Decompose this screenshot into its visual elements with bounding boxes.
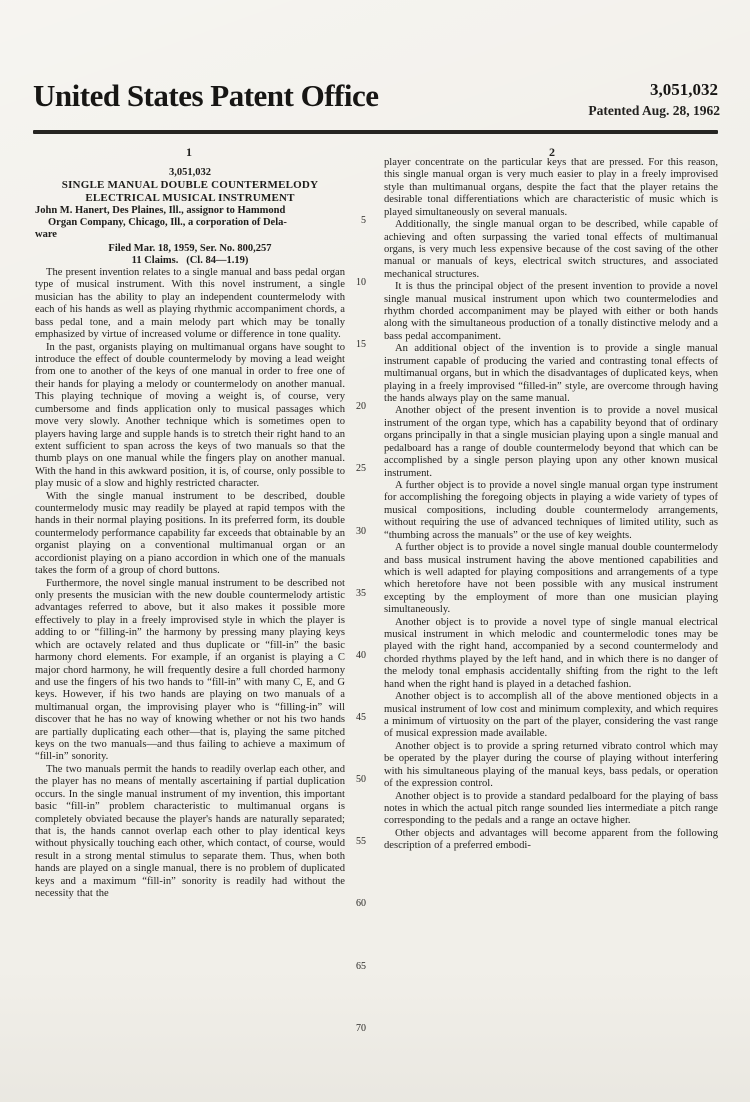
inventor-line: ware <box>35 229 57 241</box>
line-number: 30 <box>356 526 366 537</box>
paragraph: player concentrate on the particular keys that are pressed. For this reason, this single manual organ is very much easier to play in a freely improvised style than multimanual organs, despite the fact that the player retains the desirable tonal differentiations which are characteristic of music which is played simultaneously on several manuals. <box>384 157 718 218</box>
paragraph: A further object is to provide a novel single manual organ type instrument for accomplishing the foregoing objects in playing a wide variety of types of musical compositions, including double countermelody arrangements, without requiring the use of advanced techniques of limited utility, such as “thumbing across the manuals” or the use of key weights. <box>384 479 718 541</box>
title-block-patent-number: 3,051,032 <box>169 167 211 178</box>
paragraph: Other objects and advantages will become apparent from the following description of a preferred embodi- <box>384 827 718 852</box>
column-left <box>35 167 345 901</box>
claims-info: 11 Claims. (Cl. 84—1.19) <box>131 254 249 266</box>
line-number: 45 <box>356 712 366 723</box>
column-number-right: 2 <box>549 145 555 159</box>
line-number: 50 <box>356 774 366 785</box>
paragraph: Another object is to provide a novel type of single manual electrical musical instrument in which melodic and countermelodic tones may be played with the right hand, accompanied by a second countermelody and chorded rhythms played by the left hand, and in which there is no danger of the melody tonal emphasis accidentally shifting from the right to the left hand when the right hand is played in a detached fashion. <box>384 616 718 690</box>
paragraph: It is thus the principal object of the present invention to provide a novel single manual musical instrument upon which two countermelodies and rhythm chorded accompaniment may be played with either or both hands along with the simultaneous production of a tonally distinctive melody and a bass pedal accompaniment. <box>384 281 718 342</box>
line-number: 25 <box>356 463 366 474</box>
header-rule <box>33 130 718 134</box>
inventor-line: John M. Hanert, Des Plaines, Ill., assignor to Hammond <box>35 205 286 216</box>
invention-title-line1: SINGLE MANUAL DOUBLE COUNTERMELODY <box>61 179 319 191</box>
line-number: 65 <box>356 961 366 972</box>
line-number: 60 <box>356 898 366 909</box>
line-number: 5 <box>361 215 366 226</box>
column-right <box>384 157 718 853</box>
column-number-left: 1 <box>186 145 192 159</box>
paragraph: An additional object of the invention is to provide a single manual instrument capable of producing the varied and contrasting tonal effects of multimanual organs, but in which the disadvantages of duplicated keys, when playing in a freely improvised “filled-in” style, are overcome through having the hands always play on the same manual. <box>384 343 718 405</box>
inventor-block <box>35 205 345 242</box>
paragraph: Another object is to provide a spring returned vibrato control which may be operated by the player during the course of playing without interfering with his simultaneous playing of the manual keys, bass pedals, or operation of the expression control. <box>384 740 718 790</box>
line-number: 10 <box>356 277 366 288</box>
patent-number: 3,051,032 <box>650 80 718 99</box>
paragraph: A further object is to provide a novel single manual double countermelody and bass musical instrument having the above mentioned capabilities and which is well adapted for playing compositions and arrangements of a type which heretofore have not been possible with any musical instrument excepting by the employment of more than one musician playing simultaneously. <box>384 542 718 616</box>
patented-date: Patented Aug. 28, 1962 <box>588 103 720 118</box>
paragraph: Another object is to provide a standard pedalboard for the playing of bass notes in which the actual pitch range sounded lies intermediate a pitch range corresponding to the pedals and a range an octave higher. <box>384 790 718 827</box>
line-number: 20 <box>356 401 366 412</box>
patent-office-title: United States Patent Office <box>33 78 379 113</box>
paragraph: With the single manual instrument to be described, double countermelody music may readily be played at rapid tempos with the hands in their normal playing positions. In its preferred form, its double countermelody performance capability far exceeds that obtainable by an organist playing on a conventional multimanual organ or an accordionist playing on a piano accordion in which one of the manuals takes the form of a group of chord buttons. <box>35 490 345 577</box>
inventor-line: Organ Company, Chicago, Ill., a corporation of Dela- <box>48 217 287 229</box>
invention-title-line2: ELECTRICAL MUSICAL INSTRUMENT <box>85 191 295 204</box>
paragraph: Additionally, the single manual organ to be described, while capable of achieving and often surpassing the varied tonal effects of multimanual organs, is very much less expensive because of the cost saving of the other manual or manuals of keys, electrical switch structures, and associated mechanical structures. <box>384 219 718 280</box>
paragraph: The present invention relates to a single manual and bass pedal organ type of musical instrument. With this novel instrument, a single musician has the ability to play an independent countermelody with each of his hands as well as playing rhythmic accompaniment chords, a bass pedal tone, and a main melody part which may be tonally emphasized by virtue of increased volume or difference in tone quality. <box>35 267 345 341</box>
line-number: 15 <box>356 339 366 350</box>
paragraph: Furthermore, the novel single manual instrument to be described not only presents the musician with the new double countermelody artistic advantages referred to above, but it also makes it possible more effectively to play in a freely improvised style in which the player is adding to or “filling-in” the harmony by pressing many playing keys which are octavely related and thus duplicate or “fill-in” the basic harmony chord elements. For example, if an organist is playing a C major chord harmony, he will frequently desire a full chorded harmony and use the fingers of his two hands to “fill-in” with many C, E, and G keys. However, if his two hands are playing on two manuals of a multimanual organ, the improvising player who is “filling-in” will discover that he has no way of knowing whether or not his two hands are partially duplicating each other—that is, playing the same pitched keys on the two manuals—and thus failing to achieve a maximum of “fill-in” sonority. <box>35 577 345 763</box>
paragraph: In the past, organists playing on multimanual organs have sought to introduce the effect of double countermelody by moving a lead weight from one to another of the keys of one manual in order to free one of their hands for playing a melody or countermelody on another manual. This playing technique of moving a weight is, of course, very cumbersome and finds application only to musical passages which move very slowly. Another technique which is sometimes open to players having large and supple hands is to stretch their right hand to an extent sufficient to span across the keys of two manuals so that the thumb plays on one manual while the fingers play on another manual. With the hand in this awkward position, it is, of course, only possible to play music of a slow and highly restricted character. <box>35 341 345 490</box>
line-number: 40 <box>356 650 366 661</box>
line-number: 35 <box>356 588 366 599</box>
paragraph: Another object of the present invention is to provide a novel musical instrument of the organ type, which has a capability beyond that of ordinary organs principally in that a single musician playing upon a single manual and pedalboard has a range of double countermelody beyond that which can be accomplished by a single person playing upon any other known musical instrument. <box>384 405 718 479</box>
paragraph: Another object is to accomplish all of the above mentioned objects in a musical instrument of low cost and minimum complexity, and which requires a minimum of virtuosity on the part of the player, considering the vast range of musical expression made available. <box>384 691 718 740</box>
paragraph: The two manuals permit the hands to readily overlap each other, and the player has no means of mentally ascertaining if partial duplication occurs. In the single manual instrument of my invention, this important basic “fill-in” problem characteristic to multimanual organs is completely obviated because the player's hands are naturally separated; that is, the hands cannot overlap each other to play identical keys without physically touching each other, which contact, of course, would result in a strong mental stimulus to separate them. Thus, when both hands are played on a single manual, there is no problem of duplicated keys and a maximum “fill-in” sonority is readily had without the necessity that the <box>35 763 345 900</box>
line-number: 55 <box>356 836 366 847</box>
line-number: 70 <box>356 1023 366 1034</box>
filing-info: Filed Mar. 18, 1959, Ser. No. 800,257 <box>108 242 272 254</box>
